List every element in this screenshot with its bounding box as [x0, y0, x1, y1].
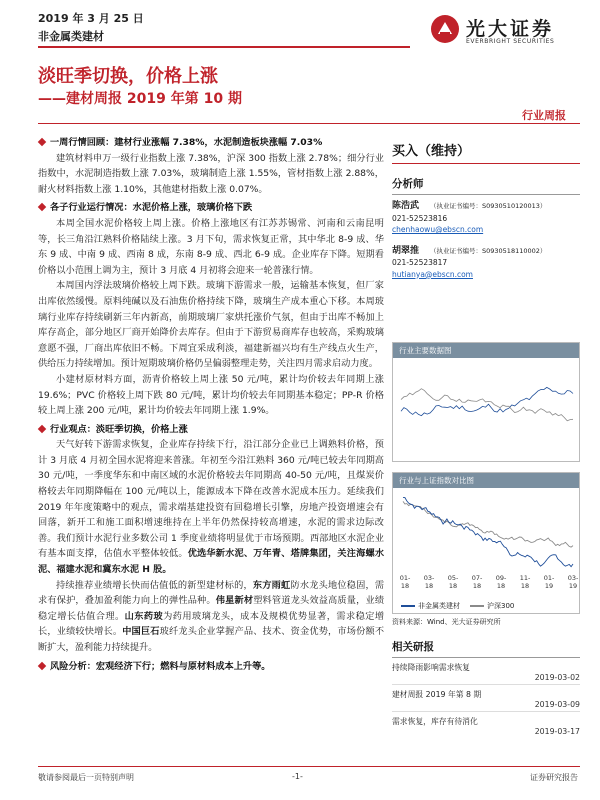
analyst-divider — [392, 194, 580, 195]
industry-data-chart-title: 行业主要数据图 — [393, 343, 579, 358]
related-report-title[interactable]: 需求恢复，库存有待消化 — [392, 717, 478, 726]
industry-view-text: 天气好转下游需求恢复，企业库存持续下行，沿江部分企业已上调熟料价格，预计 3 月底 4 月初全国水泥将迎来普涨。年初至今沿江熟料 360 元/吨已较去年同期高 30 元/吨，一季度华东和中南区域的水泥价格较去年同期高 40-50 元/吨，且煤炭价格较去年同期降幅在 100 元/吨以上，能源成本下降在改善水泥成本压力。延续我们 2019 年年度策略中的观点，需求端基建投资有回稳增长引擎，房地产投资增速会有回落，新开工和施工面积增速维持在上半年仍然保持较高增速，水泥的需求边际改善。我们预计水泥行业多数公司 1 季度业绩将明显优于市场预期。西部地区水泥企业有基本面支撑，估值水平整体较低。 — [38, 439, 384, 560]
cement-picks: 优选华新水泥、万年青、塔牌集团，关注海螺水泥、福建水泥和冀东水泥 H 股。 — [38, 548, 385, 576]
report-type-tag: 行业周报 — [522, 109, 566, 122]
analyst-phone: 021-52523816 — [392, 213, 448, 223]
analyst-name: 陈浩武 — [392, 201, 420, 211]
legend-item-industry — [401, 601, 460, 611]
analyst-name: 胡翠推 — [392, 245, 420, 256]
industry-data-chart — [392, 342, 580, 462]
x-tick-label: 09- — [495, 574, 507, 582]
index-comparison-plot — [393, 488, 579, 596]
everbright-logo-icon — [430, 14, 460, 44]
x-tick-label: 19 — [568, 582, 578, 590]
cement-paragraph: 本周全国水泥价格较上周上涨。价格上涨地区有江苏苏锡常、河南和云南昆明等，长三角沿江熟料价格陆续上涨。3 月下旬，需求恢复正常，其中华北 8-9 成、华东 9 成、中南 9 成、西南 8 成，东南 8-9 成、西北 6-9 成。企业库存下降。短期看价格以小范围上调为主，预计 3 月底 4 月初将会迎来一轮普涨行情。 — [38, 217, 384, 276]
chart-legend — [393, 599, 579, 613]
yaobo-desc: 为药用玻璃龙头，成本及规模优势显著，需求稳定增长，业绩较快增长。 — [38, 610, 385, 638]
new-materials-paragraph — [38, 578, 384, 656]
weixing-desc: 塑料管道龙头效益高质量，业绩稳定增长估值合理。 — [38, 595, 385, 622]
x-tick-label: 18 — [448, 582, 458, 590]
chart-source-note: 资料来源：Wind、光大证券研究所 — [392, 618, 501, 626]
footer-disclaimer: 敬请参阅最后一页特别声明 — [38, 773, 134, 782]
brand-logo — [430, 12, 580, 52]
related-report-title[interactable]: 持续降雨影响需求恢复 — [392, 663, 470, 672]
x-tick-label: 19 — [544, 582, 554, 590]
rating-divider — [392, 163, 580, 164]
report-subtitle: ——建材周报 2019 年第 10 期 — [38, 91, 242, 107]
x-tick-label: 18 — [424, 582, 434, 590]
analyst-cert: （执业证书编号：S0930518110002） — [430, 246, 547, 255]
analyst-cert: （执业证书编号：S0930510120013） — [430, 202, 547, 210]
report-date: 2019 年 3 月 25 日 — [38, 12, 144, 25]
section-subindustry-heading: 各子行业运行情况：水泥价格上涨，玻璃价格下跌 — [38, 200, 384, 216]
x-tick-label: 18 — [496, 582, 506, 590]
industry-category: 非金属类建材 — [38, 30, 104, 43]
section-market-review-heading: 一周行情回顾：建材行业涨幅 7.38%，水泥制造板块涨幅 7.03% — [38, 135, 384, 151]
analyst-section-title: 分析师 — [392, 178, 424, 190]
legend-label-industry: 非金属类建材 — [418, 602, 460, 610]
index-series-line — [403, 501, 573, 547]
related-report-divider — [392, 711, 580, 712]
x-tick-label: 11- — [519, 574, 531, 582]
sidebar — [392, 132, 580, 736]
footer-report-type: 证券研究报告 — [530, 773, 578, 782]
yuhong-desc: 防水龙头地位稳固，需求有保护，叠加盈利能力向上的弹性品种。 — [38, 579, 385, 607]
industry-view-paragraph — [38, 437, 384, 577]
industry-data-plot — [393, 358, 579, 458]
x-tick-label: 01- — [543, 574, 555, 582]
industry-data-lines — [401, 387, 573, 420]
x-tick-label: 07- — [471, 574, 483, 582]
related-report-divider — [392, 684, 580, 685]
index-comparison-chart — [392, 472, 580, 614]
related-report-item[interactable] — [392, 662, 580, 685]
chart1-series-line — [401, 389, 573, 421]
market-review-paragraph: 建筑材料申万一级行业指数上涨 7.38%，沪深 300 指数上涨 2.78%；细分行业指数中，水泥制造指数上涨 7.03%，玻璃制造上涨 1.55%，管材指数上涨 2.88%，耐火材料指数上涨 1.10%，其他建材指数上涨 0.07%。 — [38, 152, 384, 195]
x-tick-label: 03- — [567, 574, 579, 582]
footer-divider — [38, 766, 580, 767]
stock-dongfang-yuhong: 东方雨虹 — [252, 579, 291, 591]
related-report-item[interactable] — [392, 716, 580, 736]
legend-label-index: 沪深300 — [487, 602, 515, 610]
title-divider — [38, 123, 580, 124]
analyst-email-link[interactable]: chenhaowu@ebscn.com — [392, 225, 484, 234]
index-comparison-title: 行业与上证指数对比图 — [393, 473, 579, 488]
header-divider — [38, 46, 410, 48]
stock-weixing-xincai: 伟星新材 — [215, 595, 254, 607]
x-tick-label: 01- — [399, 574, 411, 582]
x-tick-label: 18 — [472, 582, 482, 590]
glass-paragraph: 本周国内浮法玻璃价格较上周下跌。玻璃下游需求一般，运输基本恢复，但厂家出库依然缓慢。原料纯碱以及石油焦价格持续下降，玻璃生产成本重心下移。本周玻璃行业库存持续刷新三年内新高，前期玻璃厂家烘托涨价气氛，但由于出库不畅加上库存高企，部分地区厂商开始降价去库存。但由于下游贸易商库存也较高，采购玻璃意愿不强，厂商出库依旧不畅。下周宜采成利淡，福建新福兴均有生产线点火生产，供给压力持续增加。预计短期玻璃价格仍呈偏弱整理走势，关注四月需求启动力度。 — [38, 280, 384, 370]
index-comparison-lines — [400, 497, 579, 590]
x-tick-label: 03- — [423, 574, 435, 582]
logo-text-en: EVERBRIGHT SECURITIES — [466, 38, 555, 45]
legend-swatch-blue — [401, 605, 415, 607]
rating-label: 买入（维持） — [392, 144, 471, 159]
x-tick-label: 05- — [447, 574, 459, 582]
new-materials-intro: 持续推荐业绩增长快而估值低的新型建材标的， — [56, 579, 253, 591]
section-industry-view-heading: 行业观点：淡旺季切换，价格上涨 — [38, 422, 384, 438]
analyst-email-link[interactable]: hutianya@ebscn.com — [392, 269, 473, 279]
stock-shandong-yaobo: 山东药玻 — [124, 610, 164, 622]
related-report-date: 2019-03-17 — [534, 727, 580, 736]
raw-material-paragraph: 小建材原材料方面，沥青价格较上周上涨 50 元/吨，累计均价较去年同期上涨 19.6%；PVC 价格较上周下跌 80 元/吨，累计均价较去年同期基本稳定；PP-R 价格较上周上涨 200 元/吨，累计均价较去年同期上涨 1.9%。 — [38, 373, 384, 417]
report-title: 淡旺季切换，价格上涨 — [38, 66, 218, 87]
logo-text-cn: 光大证券 — [466, 18, 555, 40]
legend-item-index — [470, 601, 514, 611]
analyst-card — [392, 201, 580, 236]
jushi-desc: 玻纤龙头企业掌握产品、技术、资金优势，市场份额不断扩大，盈利能力持续提升。 — [38, 626, 385, 653]
stock-china-jushi: 中国巨石 — [122, 626, 160, 638]
x-tick-label: 18 — [400, 582, 410, 590]
analyst-card — [392, 246, 580, 281]
related-report-date: 2019-03-02 — [534, 673, 580, 682]
related-report-item[interactable] — [392, 689, 580, 712]
section-risk-heading: 风险分析：宏观经济下行；燃料与原材料成本上升等。 — [38, 659, 384, 675]
related-report-title[interactable]: 建材周报 2019 年第 8 期 — [392, 690, 482, 699]
related-research-divider — [392, 657, 580, 658]
page-number: -1- — [292, 772, 303, 781]
related-report-date: 2019-03-09 — [534, 700, 580, 709]
legend-swatch-gray — [470, 605, 484, 607]
x-tick-label: 18 — [520, 582, 530, 590]
main-body — [38, 132, 384, 674]
related-research-title: 相关研报 — [392, 641, 434, 653]
analyst-phone: 021-52523817 — [392, 258, 448, 267]
